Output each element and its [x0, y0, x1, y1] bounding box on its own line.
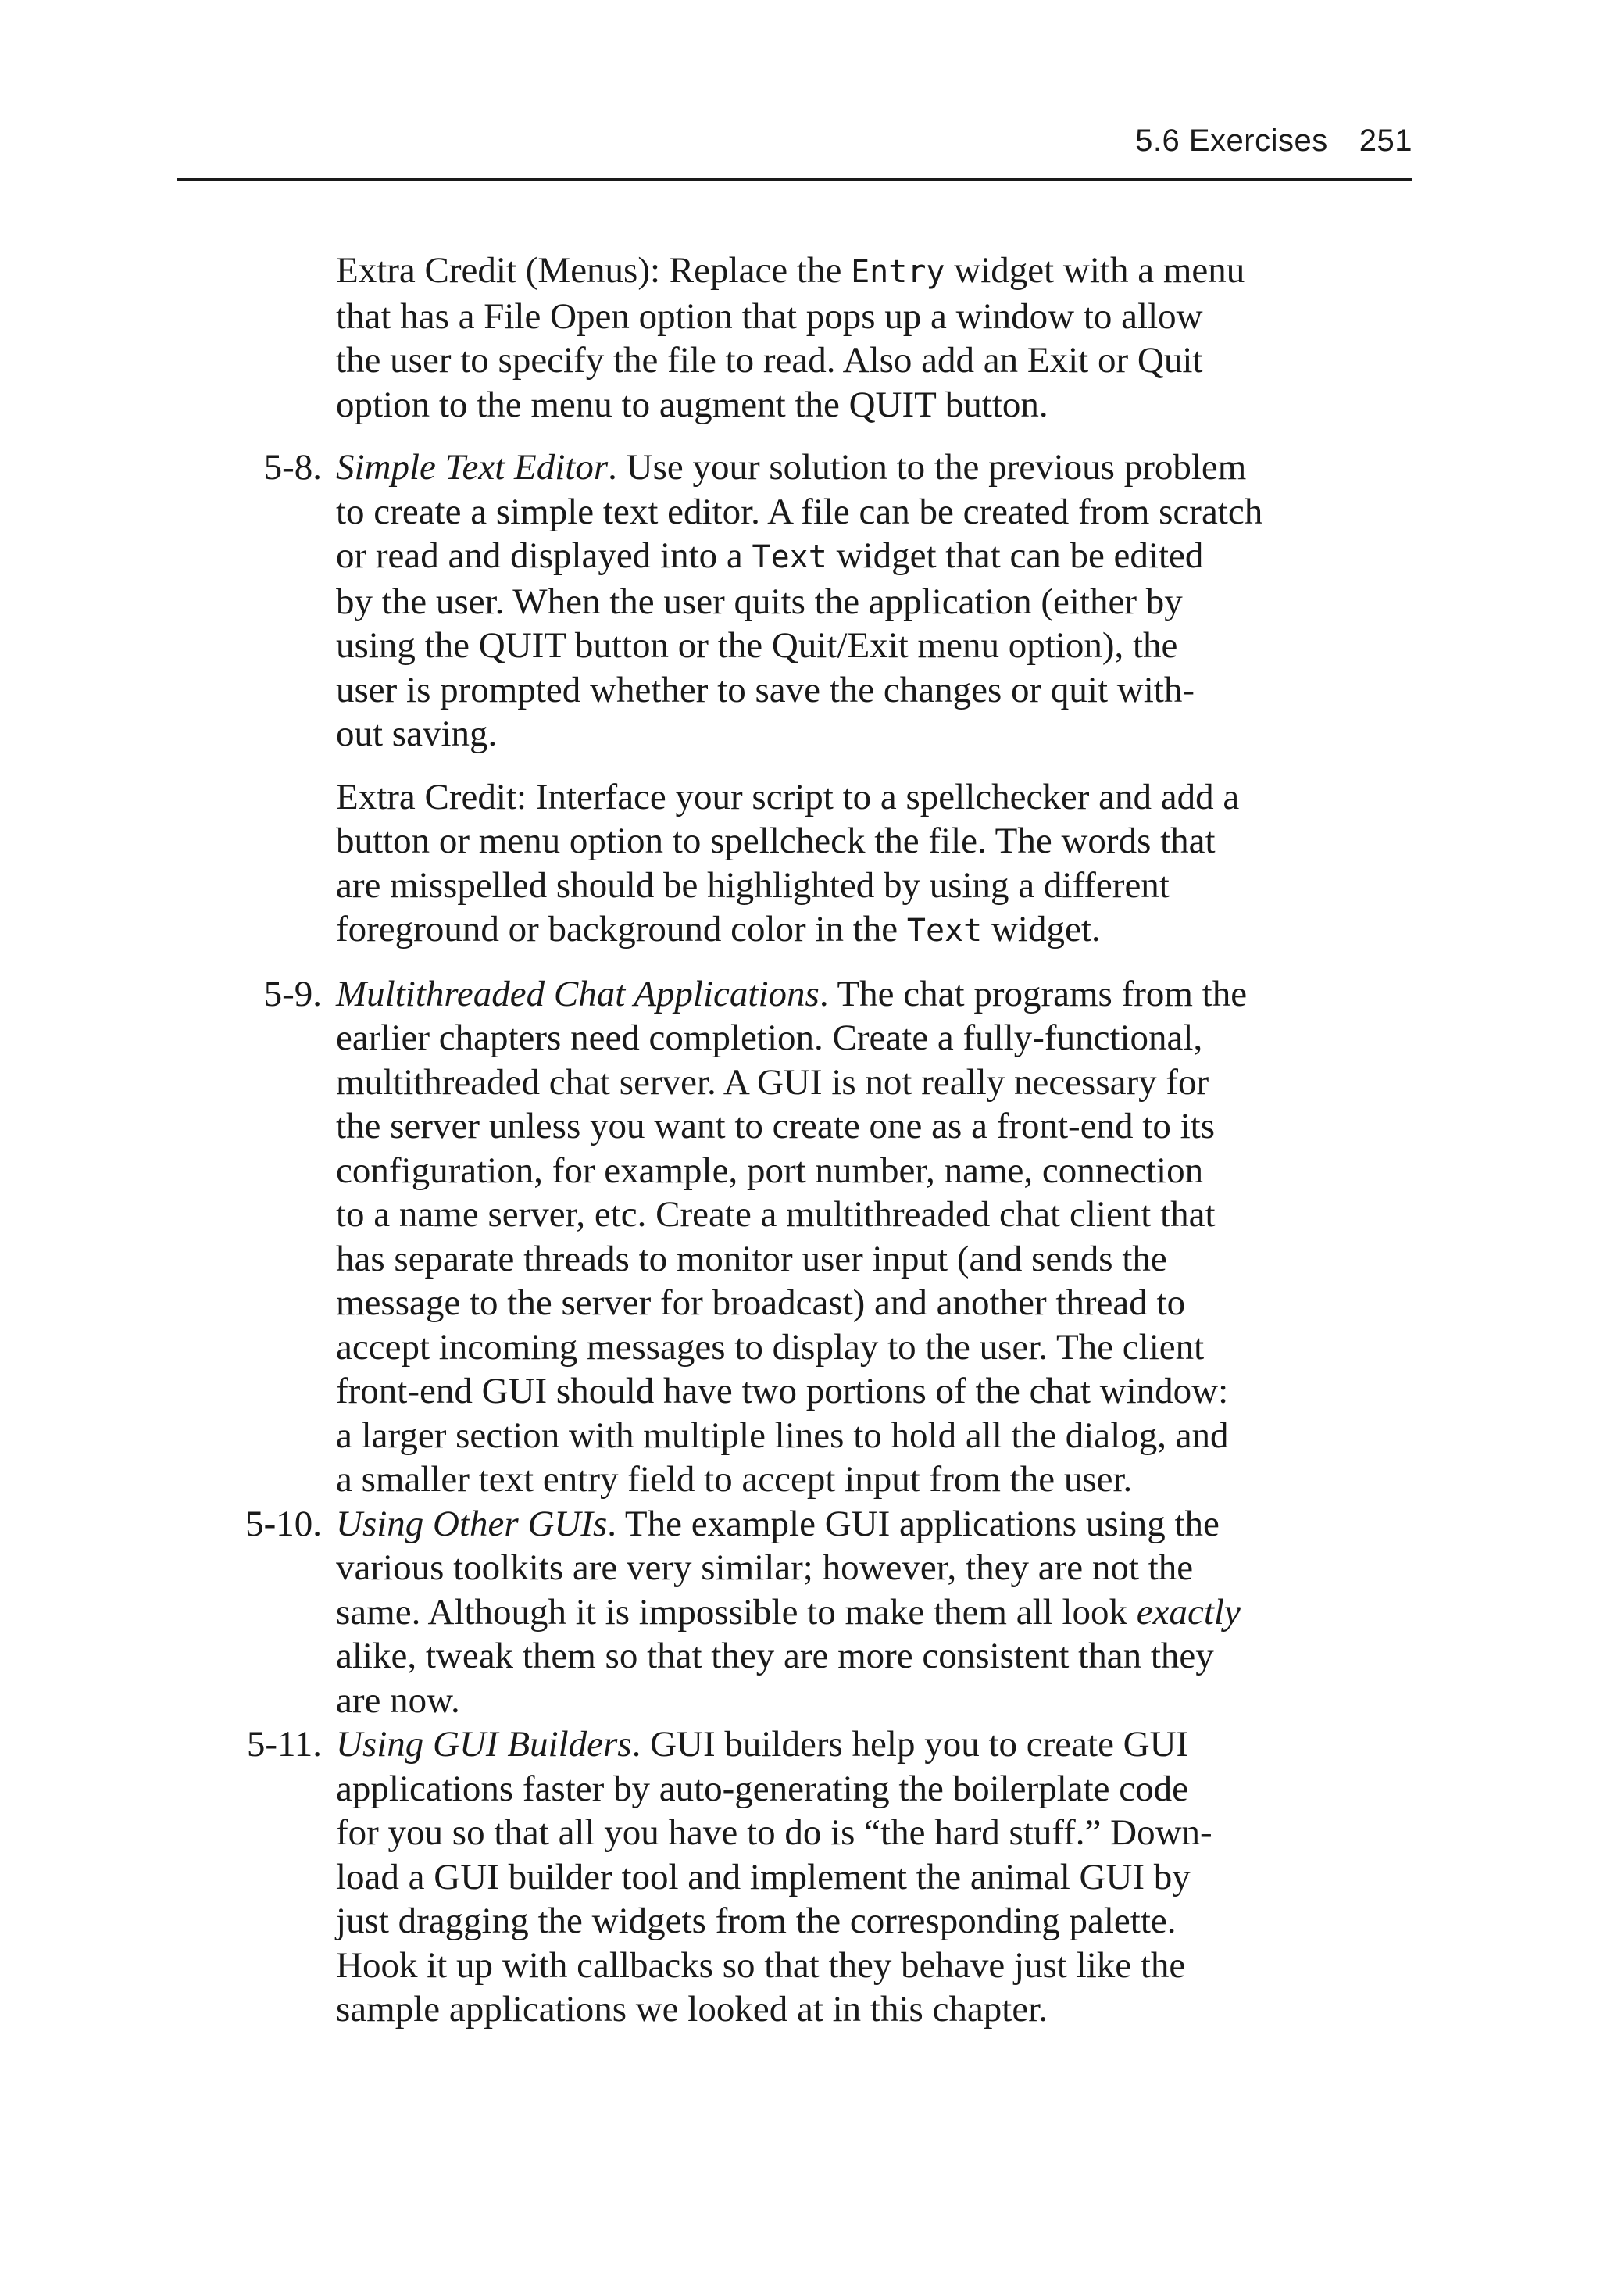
text-line: has separate threads to monitor user input (and sends the [336, 1238, 1167, 1279]
text-line: just dragging the widgets from the corresponding palette. [336, 1901, 1177, 1941]
text-line: button or menu option to spellcheck the file. The words that [336, 821, 1216, 861]
text-run: widget with a menu [945, 250, 1245, 291]
text-line: a larger section with multiple lines to hold all the dialog, and [336, 1414, 1229, 1456]
text-line: using the QUIT button or the Quit/Exit menu option), the [336, 625, 1178, 666]
code-entry: Entry [851, 254, 945, 290]
exercise-number: 5-8. [263, 447, 322, 488]
exercise-5-9 [263, 972, 1352, 1502]
header-rule [177, 178, 1412, 181]
extra-credit-menus [336, 249, 1352, 427]
text-line: that has a File Open option that pops up a window to allow [336, 295, 1203, 337]
exercise-5-10 [245, 1502, 1352, 1723]
exercise-number: 5-11. [246, 1724, 322, 1765]
text-run: Extra Credit (Menus): Replace the [336, 250, 852, 291]
text-line: configuration, for example, port number, name, connection [336, 1150, 1204, 1191]
text-run: . GUI builders help you to create GUI [631, 1724, 1189, 1765]
text-line: Hook it up with callbacks so that they behave just like the [336, 1944, 1186, 1986]
text-line: alike, tweak them so that they are more consistent than they [336, 1636, 1214, 1676]
text-line: user is prompted whether to save the changes or quit with- [336, 669, 1195, 710]
exercise-5-8 [263, 445, 1352, 756]
section-title: 5.6 Exercises [1135, 123, 1328, 158]
exercise-number: 5-9. [263, 973, 322, 1014]
text-run: or read and displayed into a [336, 535, 752, 576]
extra-credit-spellcheck [336, 775, 1352, 953]
text-line: Extra Credit: Interface your script to a spellchecker and add a [336, 776, 1240, 817]
exercise-title: Using GUI Builders [336, 1724, 632, 1765]
emphasis-exactly: exactly [1136, 1591, 1241, 1633]
code-text: Text [752, 539, 827, 575]
running-head [1135, 123, 1412, 159]
text-line: to create a simple text editor. A file can be created from scratch [336, 491, 1263, 532]
text-line: accept incoming messages to display to the user. The client [336, 1326, 1205, 1368]
page-body [245, 249, 1352, 2032]
text-line: load a GUI builder tool and implement the animal GUI by [336, 1856, 1191, 1897]
text-line: multithreaded chat server. A GUI is not really necessary for [336, 1061, 1209, 1103]
text-line [336, 972, 1352, 1017]
text-line: sample applications we looked at in this chapter. [336, 1989, 1048, 2030]
text-run: . Use your solution to the previous problem [608, 447, 1247, 488]
text-line: by the user. When the user quits the application (either by [336, 581, 1183, 622]
exercise-5-11 [246, 1722, 1352, 2032]
text-line: out saving. [336, 713, 498, 754]
text-line [336, 1590, 1352, 1635]
text-line [336, 1502, 1352, 1547]
exercise-title: Using Other GUIs [336, 1503, 608, 1544]
text-line [336, 249, 1352, 295]
text-run: foreground or background color in the [336, 909, 907, 950]
text-line: are misspelled should be highlighted by using a different [336, 864, 1170, 906]
text-line [336, 445, 1352, 490]
code-text: Text [906, 913, 983, 949]
exercise-title: Simple Text Editor [336, 447, 609, 488]
exercise-number: 5-10. [245, 1503, 322, 1544]
text-line: to a name server, etc. Create a multithreaded chat client that [336, 1194, 1216, 1235]
text-line: option to the menu to augment the QUIT button. [336, 384, 1048, 425]
text-line [336, 1722, 1352, 1767]
text-run: widget that can be edited [827, 535, 1204, 576]
exercise-title: Multithreaded Chat Applications [336, 973, 820, 1014]
text-line: earlier chapters need completion. Create a fully-functional, [336, 1017, 1203, 1058]
text-line: message to the server for broadcast) and another thread to [336, 1282, 1186, 1323]
text-line: the user to specify the file to read. Also add an Exit or Quit [336, 340, 1203, 381]
text-line [336, 907, 1352, 953]
text-line: front-end GUI should have two portions of the chat window: [336, 1371, 1229, 1411]
text-line [336, 534, 1352, 580]
text-run: . The chat programs from the [819, 973, 1248, 1014]
text-line: a smaller text entry field to accept input from the user. [336, 1459, 1133, 1500]
page-number: 251 [1359, 123, 1412, 158]
text-run: widget. [982, 909, 1101, 950]
text-run: . The example GUI applications using the [607, 1503, 1220, 1544]
text-line: applications faster by auto-generating the boilerplate code [336, 1768, 1189, 1809]
text-line: various toolkits are very similar; however, they are not the [336, 1547, 1194, 1588]
text-line: the server unless you want to create one as a front-end to its [336, 1106, 1216, 1146]
text-line: are now. [336, 1679, 460, 1721]
text-line: for you so that all you have to do is “the hard stuff.” Down- [336, 1812, 1212, 1853]
text-run: same. Although it is impossible to make them all look [336, 1591, 1137, 1633]
